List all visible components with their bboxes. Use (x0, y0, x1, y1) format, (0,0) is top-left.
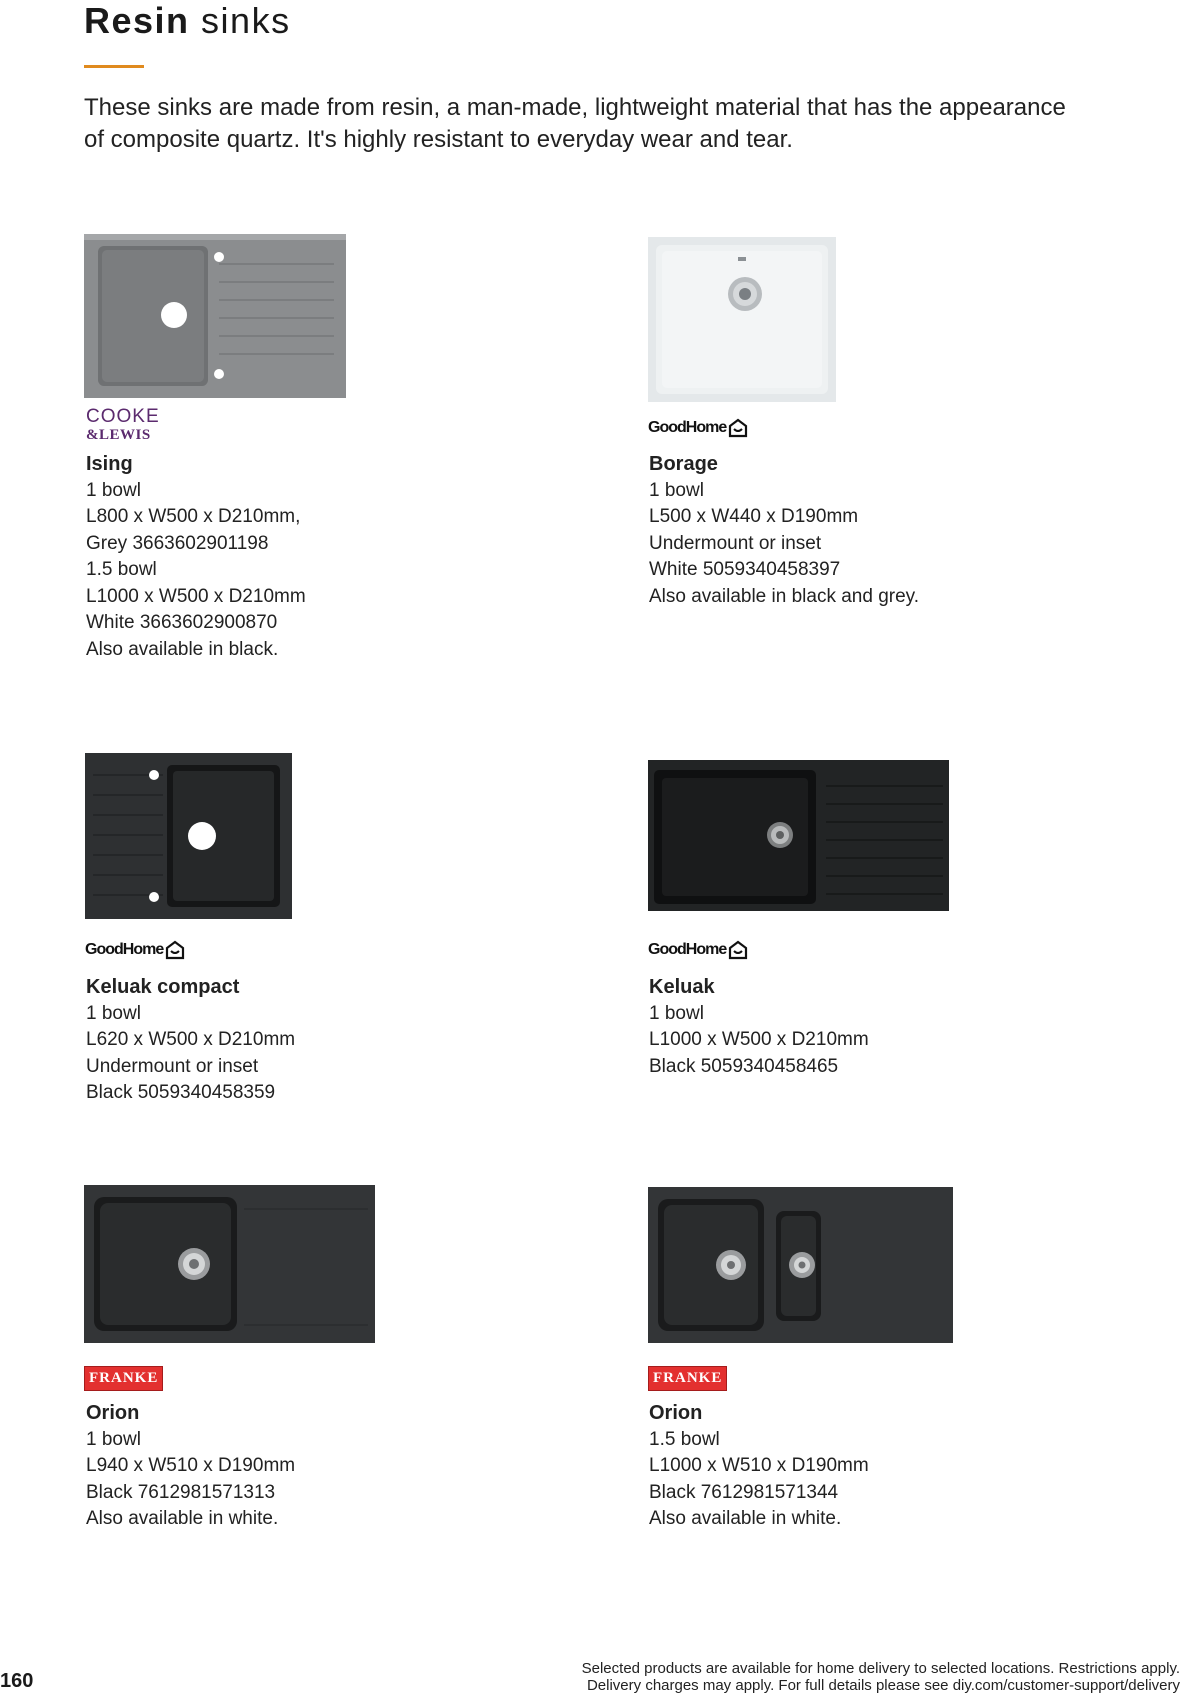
spec-line: 1.5 bowl (86, 559, 157, 580)
spec-line: Also available in white. (86, 1508, 279, 1529)
spec-line: L1000 x W500 x D210mm (86, 585, 306, 607)
product-details (649, 1400, 869, 1533)
footnote-line: Selected products are available for home delivery to selected locations. Restrictions apply. (581, 1660, 1180, 1677)
sink-photo-keluak (648, 760, 949, 911)
product-name: Orion (86, 1402, 140, 1424)
product-details (86, 974, 295, 1107)
spec-line: Black 5059340458359 (86, 1082, 276, 1103)
spec-line: Also available in black and grey. (649, 585, 920, 607)
sink-photo-borage (648, 237, 836, 402)
spec-line: L1000 x W510 x D190mm (649, 1455, 869, 1476)
brand-logo-franke: FRANKE (648, 1366, 727, 1391)
brand-logo-cooke-lewis: COOKE &LEWIS (86, 406, 160, 443)
spec-line: 1 bowl (649, 479, 704, 501)
spec-line: Also available in black. (86, 638, 279, 660)
sink-photo-orion-1-5-bowl (648, 1187, 953, 1343)
product-name: Ising (86, 453, 133, 475)
page-number: 160 (0, 1670, 34, 1692)
spec-line: L800 x W500 x D210mm, (86, 506, 301, 527)
sink-photo-orion-1-bowl (84, 1185, 375, 1343)
spec-line: White 5059340458397 (649, 559, 841, 580)
spec-line: 1 bowl (86, 479, 141, 501)
product-details (649, 974, 869, 1080)
spec-line: Black 5059340458465 (649, 1055, 839, 1077)
sink-photo-ising (84, 234, 346, 398)
house-icon (728, 418, 748, 438)
spec-line: L940 x W510 x D190mm (86, 1455, 296, 1476)
spec-line: L500 x W440 x D190mm (649, 506, 859, 527)
product-details (86, 1400, 295, 1533)
spec-line: 1.5 bowl (649, 1428, 720, 1450)
product-name: Keluak (649, 976, 715, 998)
footnote-line: Delivery charges may apply. For full details please see diy.com/customer-support/delivery (586, 1677, 1180, 1694)
spec-line: Also available in white. (649, 1508, 842, 1529)
product-details (649, 451, 919, 610)
spec-line: Undermount or inset (649, 532, 822, 554)
spec-line: 1 bowl (649, 1002, 704, 1024)
spec-line: 1 bowl (86, 1428, 141, 1450)
brand-logo-goodhome: GoodHome (648, 418, 748, 438)
page-title: Resin sinks (84, 0, 291, 41)
spec-line: L620 x W500 x D210mm (86, 1029, 296, 1050)
spec-line: Black 7612981571344 (649, 1481, 839, 1503)
product-name: Borage (649, 453, 718, 475)
spec-line: Grey 3663602901198 (86, 532, 269, 554)
intro-paragraph: These sinks are made from resin, a man-made, lightweight material that has the appearance of composite quartz. It's highly resistant to everyday wear and tear. (84, 94, 1066, 153)
product-name: Orion (649, 1402, 703, 1424)
brand-logo-goodhome: GoodHome (85, 940, 185, 960)
spec-line: Black 7612981571313 (86, 1481, 276, 1503)
brand-logo-goodhome: GoodHome (648, 940, 748, 960)
sink-photo-keluak-compact (85, 753, 292, 919)
house-icon (165, 940, 185, 960)
product-name: Keluak compact (86, 976, 240, 998)
delivery-footnote (582, 1660, 1180, 1694)
house-icon (728, 940, 748, 960)
spec-line: 1 bowl (86, 1002, 141, 1024)
product-details (86, 451, 306, 663)
spec-line: L1000 x W500 x D210mm (649, 1029, 869, 1050)
spec-line: Undermount or inset (86, 1055, 259, 1077)
title-accent-rule (84, 65, 144, 68)
spec-line: White 3663602900870 (86, 612, 278, 633)
brand-logo-franke: FRANKE (84, 1366, 163, 1391)
